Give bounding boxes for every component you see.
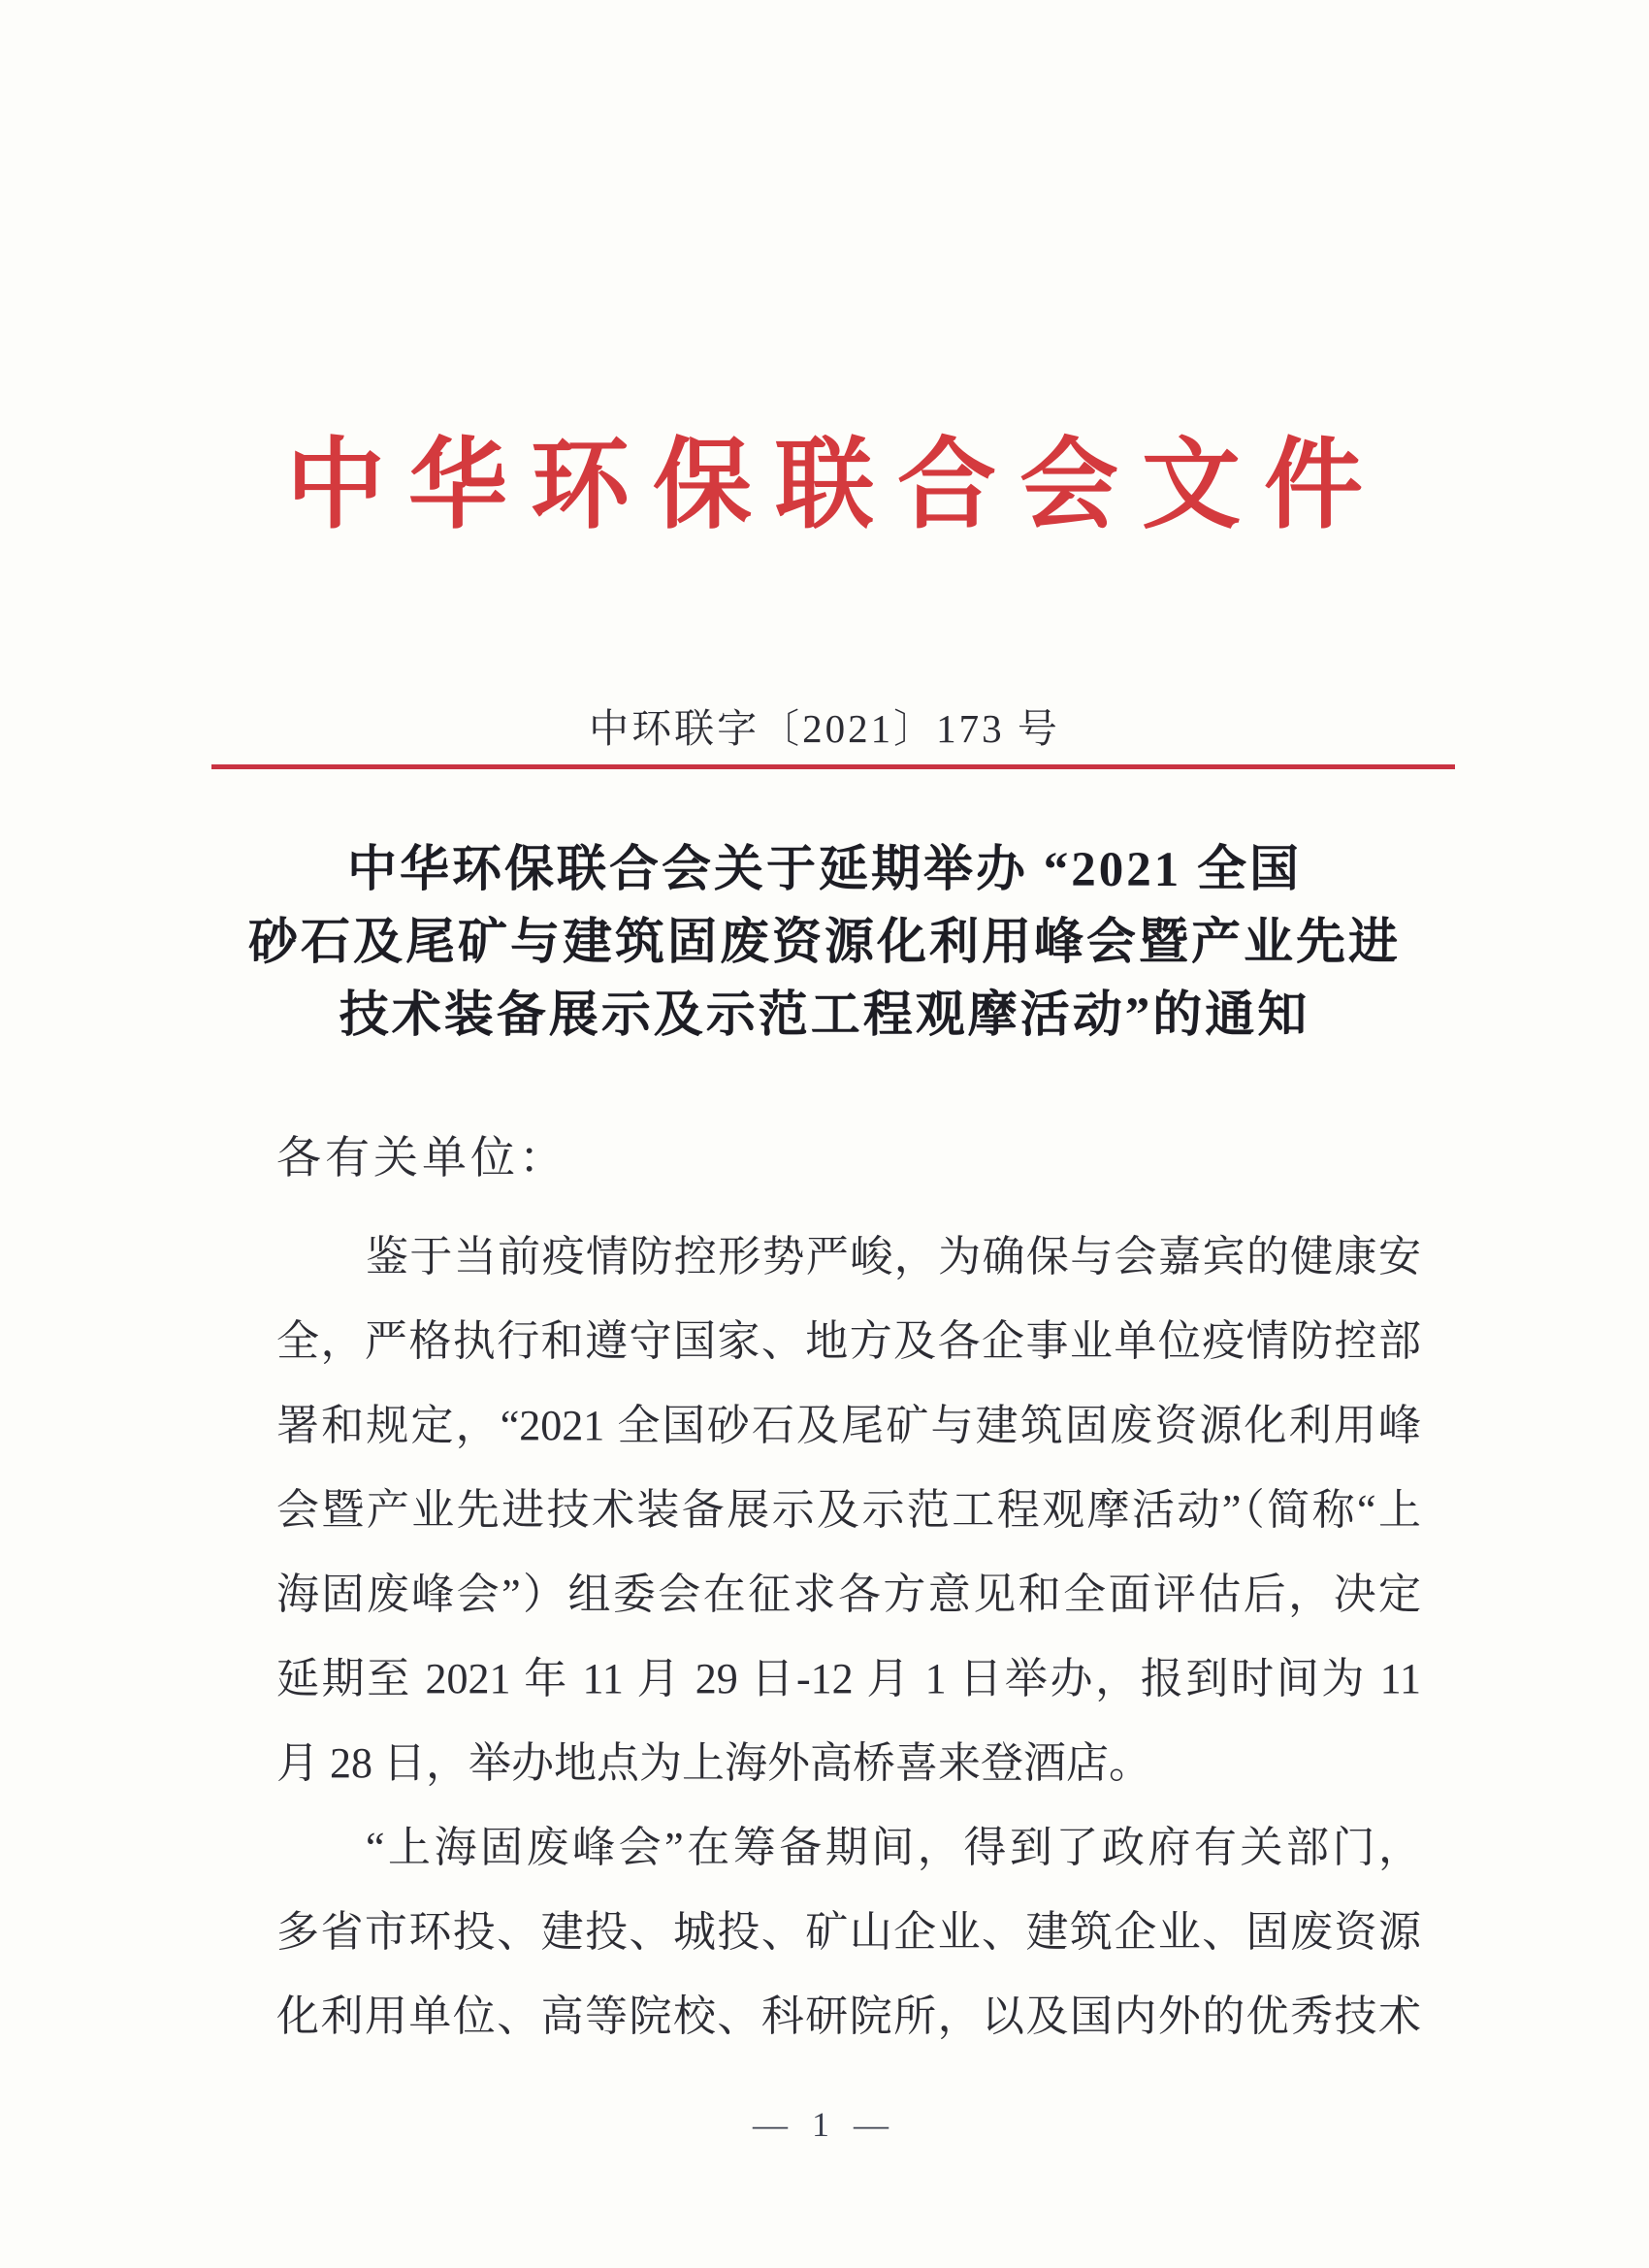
body-line: 会暨产业先进技术装备展示及示范工程观摩活动”（简称“上 bbox=[276, 1486, 1421, 1534]
body-line: 海固废峰会”）组委会在征求各方意见和全面评估后，决定 bbox=[276, 1571, 1421, 1618]
document-number: 中环联字〔2021〕173 号 bbox=[589, 706, 1060, 751]
body-content bbox=[276, 1215, 1421, 2058]
body-line: 多省市环投、建投、城投、矿山企业、建筑企业、固废资源 bbox=[276, 1908, 1421, 1956]
salutation: 各有关单位： bbox=[276, 1133, 567, 1183]
letterhead-red-rule bbox=[211, 764, 1455, 769]
notice-title-line-1: 中华环保联合会关于延期举办 “2021 全国 bbox=[346, 843, 1302, 897]
body-line: “上海固废峰会”在筹备期间，得到了政府有关部门， bbox=[366, 1824, 1421, 1871]
page-number: — 1 — bbox=[753, 2105, 896, 2144]
body-line: 署和规定，“2021 全国砂石及尾矿与建筑固废资源化利用峰 bbox=[276, 1402, 1421, 1449]
notice-title-line-3: 技术装备展示及示范工程观摩活动”的通知 bbox=[339, 988, 1310, 1043]
body-line: 延期至 2021 年 11 月 29 日-12 月 1 日举办，报到时间为 11 bbox=[276, 1655, 1421, 1702]
body-line: 全，严格执行和遵守国家、地方及各企事业单位疫情防控部 bbox=[276, 1317, 1421, 1365]
body-line: 化利用单位、高等院校、科研院所，以及国内外的优秀技术 bbox=[276, 1993, 1421, 2040]
letterhead-org-title: 中华环保联合会文件 bbox=[286, 432, 1386, 541]
notice-title bbox=[0, 834, 1649, 1053]
body-line: 鉴于当前疫情防控形势严峻，为确保与会嘉宾的健康安 bbox=[366, 1233, 1421, 1280]
body-line: 月 28 日，举办地点为上海外高桥喜来登酒店。 bbox=[276, 1739, 1151, 1787]
notice-title-line-2: 砂石及尾矿与建筑固废资源化利用峰会暨产业先进 bbox=[247, 916, 1401, 970]
